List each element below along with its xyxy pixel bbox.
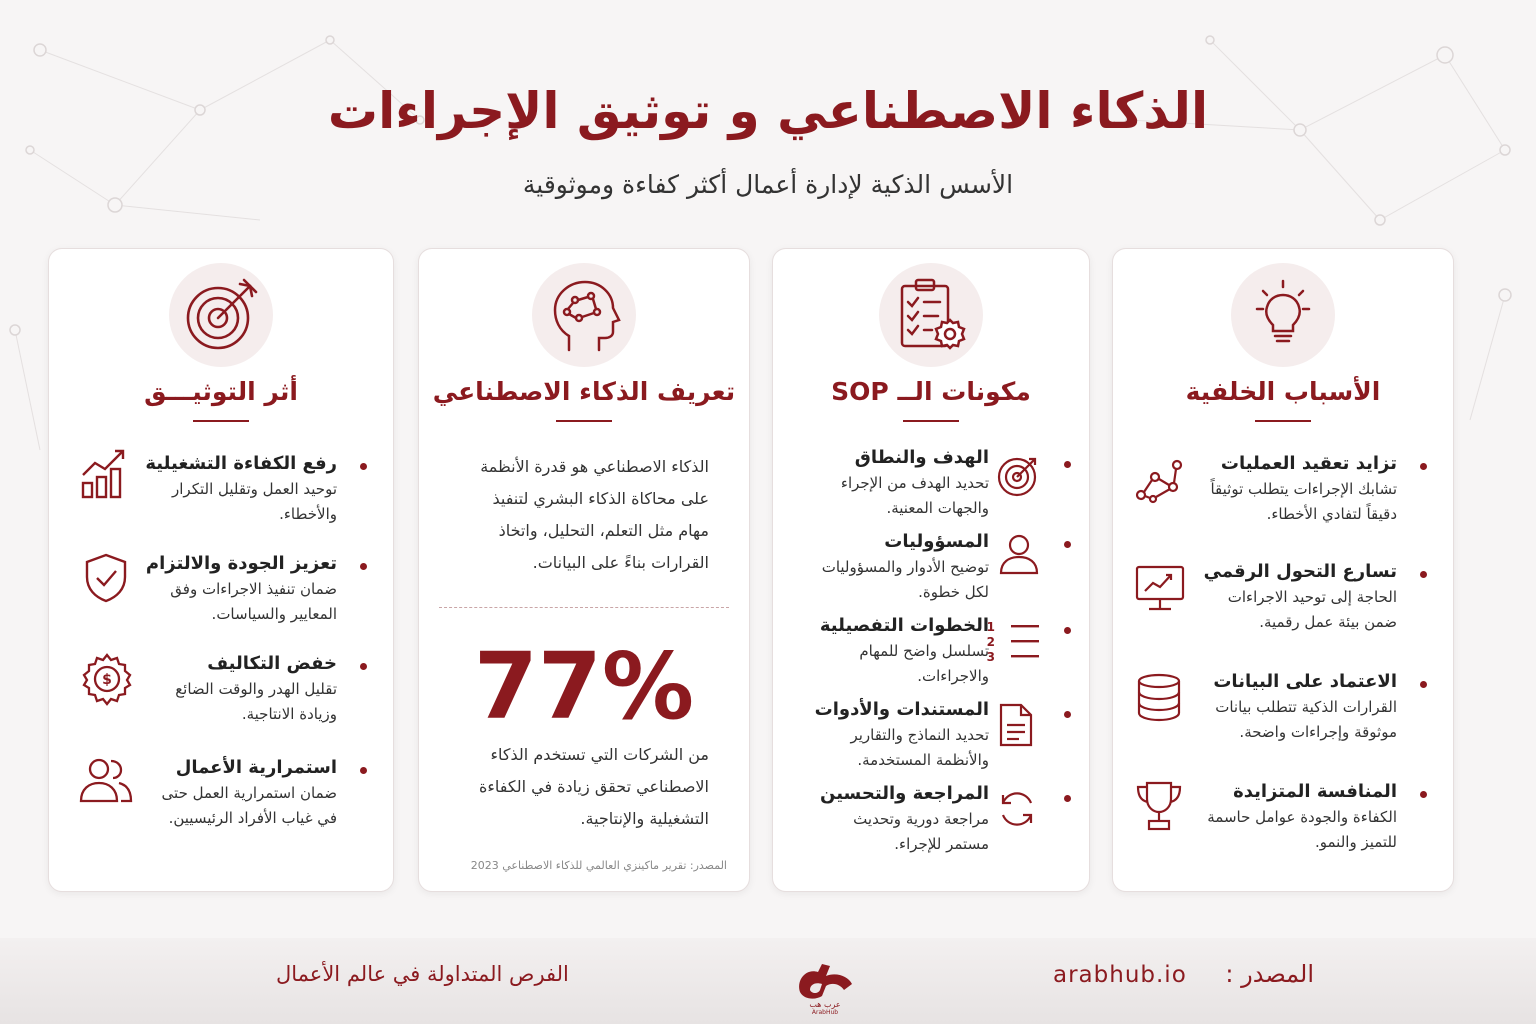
card-documentation-impact — [48, 248, 394, 892]
item-desc: مراجعة دورية وتحديث — [853, 810, 989, 828]
bullet — [1420, 791, 1427, 798]
target-arrow-icon — [169, 263, 273, 367]
item-desc: الحاجة إلى توحيد الاجراءات — [1227, 588, 1397, 606]
divider — [439, 607, 729, 608]
digital-chart-icon — [1133, 563, 1187, 615]
svg-text:2: 2 — [986, 635, 995, 649]
item-title: خفض التكاليف — [207, 653, 337, 674]
item-desc: وزيادة الانتاجية. — [241, 705, 337, 723]
card-ai-definition — [418, 248, 750, 892]
stat-value: 77% — [473, 633, 695, 740]
brain-head-icon — [532, 263, 636, 367]
item-title: المسؤوليات — [884, 531, 989, 552]
bullet — [1064, 795, 1071, 802]
item-desc: تحديد النماذج والتقارير — [850, 726, 989, 744]
growth-chart-icon — [77, 445, 133, 501]
bullet — [1064, 711, 1071, 718]
logo-text — [800, 1000, 850, 1016]
item-title: المراجعة والتحسين — [820, 783, 989, 804]
item-desc: توحيد العمل وتقليل التكرار — [172, 480, 337, 498]
bullet — [360, 463, 367, 470]
footer-url-link[interactable]: arabhub.io — [1053, 962, 1187, 988]
stat-desc-line: التشغيلية والإنتاجية. — [580, 809, 709, 828]
card-title: أثر التوثيـــق — [144, 377, 298, 406]
item-title: تزايد تعقيد العمليات — [1220, 453, 1397, 474]
stat-description — [447, 739, 709, 835]
bullet — [1064, 627, 1071, 634]
svg-text:3: 3 — [986, 650, 995, 664]
item-desc: المعايير والسياسات. — [211, 605, 337, 623]
item-desc: لكل خطوة. — [918, 583, 989, 601]
item-title: استمرارية الأعمال — [175, 757, 337, 778]
list-item — [69, 651, 367, 751]
item-desc: موثوقة وإجراءات واضحة. — [1239, 723, 1397, 741]
person-icon — [997, 531, 1041, 577]
item-desc: توضيح الأدوار والمسؤوليات — [821, 558, 989, 576]
title-underline — [556, 420, 612, 422]
page-title: الذكاء الاصطناعي و توثيق الإجراءات — [327, 82, 1209, 140]
card-title: مكونات الــ SOP — [831, 377, 1031, 406]
bullet — [1420, 463, 1427, 470]
bullet — [360, 663, 367, 670]
stat-desc-line: من الشركات التي تستخدم الذكاء — [490, 745, 709, 764]
bullet — [360, 563, 367, 570]
card-sop-components — [772, 248, 1090, 892]
card-background-reasons — [1112, 248, 1454, 892]
item-desc: والأنظمة المستخدمة. — [857, 751, 989, 769]
item-title: رفع الكفاءة التشغيلية — [145, 453, 337, 474]
item-desc: تحديد الهدف من الإجراء — [840, 474, 989, 492]
item-desc: الكفاءة والجودة عوامل حاسمة — [1207, 808, 1397, 826]
card-title: الأسباب الخلفية — [1185, 377, 1381, 406]
source-reference: المصدر: تقرير ماكينزي العالمي للذكاء الاصطناعي 2023 — [470, 859, 727, 872]
item-desc: القرارات الذكية تتطلب بيانات — [1215, 698, 1397, 716]
network-icon — [1133, 457, 1185, 505]
definition-line: الذكاء الاصطناعي هو قدرة الأنظمة — [480, 457, 709, 476]
svg-text:$: $ — [102, 672, 112, 688]
list-item — [793, 781, 1071, 865]
item-desc: ضمان تنفيذ الاجراءات وفق — [170, 580, 337, 598]
list-item — [793, 697, 1071, 781]
footer-source-label: المصدر : — [1225, 960, 1314, 988]
bullet — [1064, 461, 1071, 468]
shield-check-icon — [81, 551, 131, 605]
bullet — [1064, 541, 1071, 548]
list-item — [1133, 451, 1427, 541]
item-desc: والجهات المعنية. — [886, 499, 989, 517]
bullet — [1420, 681, 1427, 688]
list-item — [1133, 559, 1427, 649]
item-desc: مستمر للإجراء. — [894, 835, 989, 853]
item-desc: دقيقاً لتفادي الأخطاء. — [1266, 505, 1397, 523]
list-item — [793, 613, 1071, 697]
item-desc: تشابك الإجراءات يتطلب توثيقاً — [1210, 480, 1397, 498]
stat-desc-line: الاصطناعي تحقق زيادة في الكفاءة — [478, 777, 709, 796]
item-desc: تسلسل واضح للمهام — [859, 642, 989, 660]
item-title: تسارع التحول الرقمي — [1203, 561, 1397, 582]
numbered-list-icon — [986, 617, 1043, 664]
item-desc: ضمان استمرارية العمل حتى — [161, 784, 337, 802]
item-title: الهدف والنطاق — [854, 447, 989, 468]
ai-definition-text — [447, 451, 709, 579]
checklist-gear-icon — [879, 263, 983, 367]
people-icon — [77, 755, 135, 807]
bullet — [360, 767, 367, 774]
target-icon — [995, 453, 1041, 499]
list-item — [1133, 779, 1427, 869]
list-item — [793, 529, 1071, 613]
item-desc: والأخطاء. — [279, 505, 337, 523]
list-item — [69, 551, 367, 651]
item-desc: في غياب الأفراد الرئيسيين. — [168, 809, 337, 827]
list-item — [1133, 669, 1427, 759]
cost-gear-icon — [79, 651, 135, 707]
svg-text:1: 1 — [986, 620, 995, 634]
logo-latin-text: ArabHub — [811, 1009, 839, 1016]
item-desc: تقليل الهدر والوقت الضائع — [175, 680, 337, 698]
logo-arabic-text: عرب هب — [809, 1000, 841, 1009]
document-icon — [997, 701, 1035, 749]
bullet — [1420, 571, 1427, 578]
title-underline — [193, 420, 249, 422]
title-underline — [903, 420, 959, 422]
trophy-icon — [1133, 779, 1185, 835]
item-title: الاعتماد على البيانات — [1213, 671, 1397, 692]
page-subtitle: الأسس الذكية لإدارة أعمال أكثر كفاءة وموثوقية — [522, 170, 1014, 199]
definition-line: القرارات بناءً على البيانات. — [532, 553, 709, 572]
footer-tagline: الفرص المتداولة في عالم الأعمال — [276, 962, 569, 986]
lightbulb-icon — [1231, 263, 1335, 367]
item-desc: والاجراءات. — [917, 667, 989, 685]
list-item — [69, 755, 367, 855]
item-desc: ضمن بيئة عمل رقمية. — [1259, 613, 1397, 631]
refresh-icon — [995, 787, 1039, 831]
definition-line: مهام مثل التعلم، التحليل، واتخاذ — [498, 521, 709, 540]
definition-line: على محاكاة الذكاء البشري لتنفيذ — [492, 489, 709, 508]
card-title: تعريف الذكاء الاصطناعي — [432, 377, 736, 406]
item-title: المنافسة المتزايدة — [1233, 781, 1397, 802]
list-item — [69, 451, 367, 551]
list-item — [793, 445, 1071, 529]
item-title: تعزيز الجودة والالتزام — [145, 553, 337, 574]
database-icon — [1133, 671, 1185, 725]
item-title: المستندات والأدوات — [814, 699, 989, 720]
item-desc: للتميز والنمو. — [1314, 833, 1397, 851]
item-title: الخطوات التفصيلية — [819, 615, 989, 636]
title-underline — [1255, 420, 1311, 422]
